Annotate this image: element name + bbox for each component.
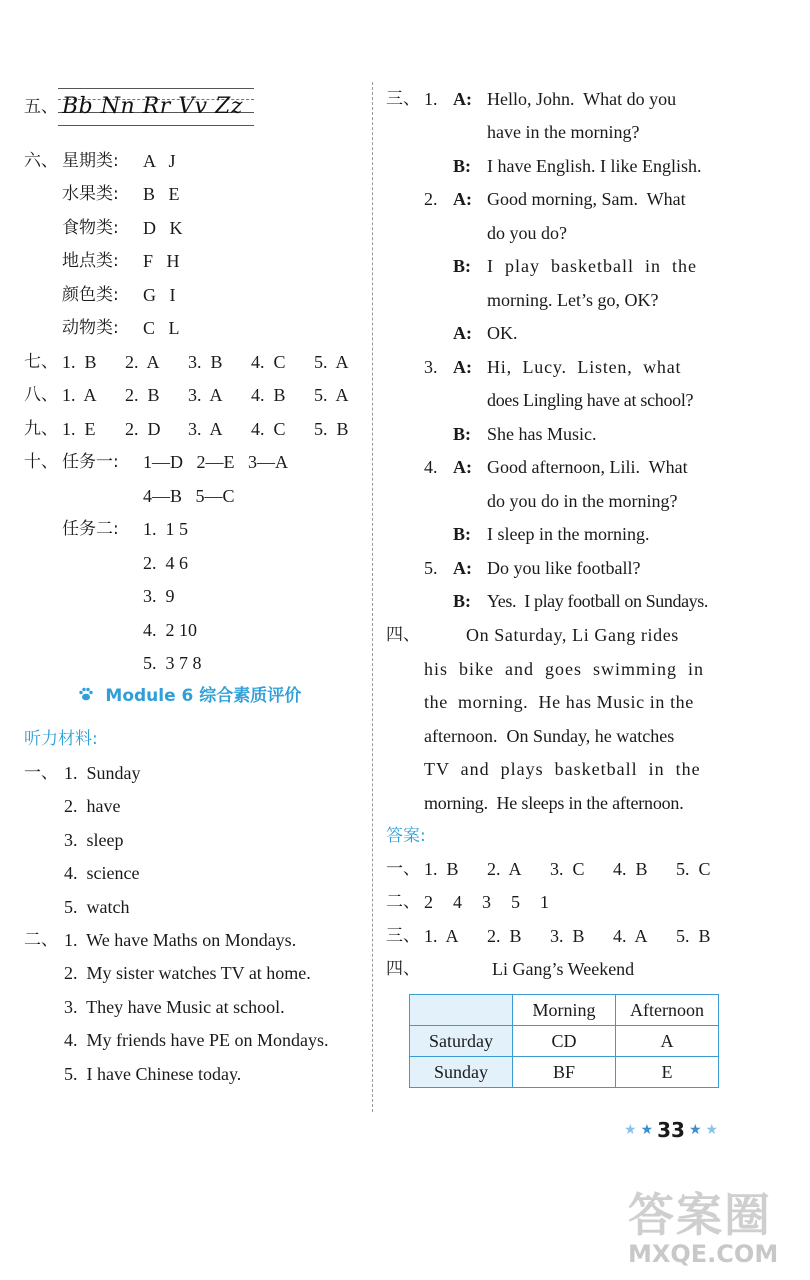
answer: 5. C [676,859,711,879]
answer: 4. B [613,859,648,879]
dialogue-text: I have English. I like English. [487,156,702,176]
answer: 2. B [125,385,160,405]
answer: 4. C [251,352,286,372]
answer-row [424,891,560,913]
table-cell: A [616,1026,719,1057]
answer: 2. A [125,352,160,372]
page-number: 33 [657,1118,685,1142]
answer: 3. B [550,926,585,946]
passage-line: his bike and goes swimming in [424,659,704,679]
dialogue-text: Yes. I play football on Sundays. [487,591,708,611]
answer-row [62,351,377,373]
dialogue-text: do you do in the morning? [487,491,678,511]
dialogue-text: Good afternoon, Lili. What [487,457,688,477]
listening-item: 5. watch [64,897,130,917]
answer: 4. A [613,926,648,946]
star-icon: ★ [705,1122,719,1138]
answer: 2. B [487,926,522,946]
module-heading [78,684,301,708]
task-2-answer: 3. 9 [143,586,175,606]
answer: 5 [511,892,520,912]
dialogue-text: Hi, Lucy. Listen, what [487,357,682,377]
answer-3-marker: 三、 [386,926,420,946]
answer-row [424,858,716,880]
dialogue-text: Do you like football? [487,558,641,578]
passage-line: afternoon. On Sunday, he watches [424,726,675,746]
answer: 1. A [424,926,459,946]
task-2-answer: 2. 4 6 [143,553,188,573]
speaker-label: B: [453,256,471,276]
speaker-label: A: [453,457,472,477]
table-header-cell: Morning [513,995,616,1026]
task-2-answer: 1. 1 5 [143,519,188,539]
weekend-table [409,994,719,1088]
speaker-label: B: [453,591,471,611]
dialogue-text: does Lingling have at school? [487,390,694,410]
category-value: A J [143,151,176,171]
answer: 4 [453,892,462,912]
listening-sentence: 3. They have Music at school. [64,997,285,1017]
table-header-cell [410,995,513,1026]
category-value: C L [143,318,180,338]
task-1-label: 任务一: [62,452,119,472]
answer-row [62,384,377,406]
listening-sentence: 2. My sister watches TV at home. [64,963,311,983]
dialogue-text: Hello, John. What do you [487,89,677,109]
section-8-marker: 八、 [24,385,58,405]
answer: 1. B [62,352,97,372]
star-icon: ★ [688,1122,702,1138]
passage-line: the morning. He has Music in the [424,692,694,712]
table-header-cell: Afternoon [616,995,719,1026]
watermark-logo [628,1190,804,1276]
table-row-label: Sunday [410,1057,513,1088]
category-label: 水果类: [62,184,119,204]
answer: 3 [482,892,491,912]
handwritten-letters: Bb Nn Rr Vv Zz [62,94,243,119]
dialogue-text: have in the morning? [487,122,640,142]
watermark-top: 答案圈 [628,1188,772,1242]
answer: 5. A [314,352,349,372]
category-value: F H [143,251,180,271]
passage-line: TV and plays basketball in the [424,759,701,779]
star-icon: ★ [640,1122,654,1138]
table-cell: E [616,1057,719,1088]
category-label: 食物类: [62,218,119,238]
task-2-answer: 5. 3 7 8 [143,653,202,673]
star-icon: ★ [624,1122,637,1138]
task-2-label: 任务二: [62,519,119,539]
watermark-bottom: MXQE.COM [628,1240,779,1268]
answer: 2 [424,892,433,912]
answer-row [424,925,716,947]
listening-sentence: 1. We have Maths on Mondays. [64,930,297,950]
category-value: B E [143,184,180,204]
speaker-label: A: [453,189,472,209]
answer-4-marker: 四、 [386,959,420,979]
answer: 2. D [125,419,161,439]
passage-line: On Saturday, Li Gang rides [466,625,679,645]
listening-item: 4. science [64,863,140,883]
dialogue-number: 5. [424,558,438,578]
listening-1-marker: 一、 [24,763,58,783]
answer: 4. B [251,385,286,405]
section-5-marker: 五、 [24,97,58,117]
dialogue-number: 2. [424,189,438,209]
listening-item: 1. Sunday [64,763,141,783]
dialogue-text: Good morning, Sam. What [487,189,686,209]
listening-2-marker: 二、 [24,930,58,950]
handwriting-lines [58,88,254,128]
speaker-label: A: [453,89,472,109]
answer: 1 [540,892,549,912]
answer: 4. C [251,419,286,439]
column-divider [372,82,373,1112]
table-row-label: Saturday [410,1026,513,1057]
speaker-label: B: [453,524,471,544]
table-cell: CD [513,1026,616,1057]
answer-label: 答案: [386,826,426,846]
dialogue-text: OK. [487,323,518,343]
answer: 1. B [424,859,459,879]
speaker-label: B: [453,156,471,176]
table-row [410,1026,719,1057]
listening-item: 2. have [64,796,121,816]
dialogue-number: 3. [424,357,438,377]
answer: 2. A [487,859,522,879]
task-1-answers: 4—B 5—C [143,486,235,506]
passage-line: morning. He sleeps in the afternoon. [424,793,684,813]
task-2-answer: 4. 2 10 [143,620,197,640]
speaker-label: B: [453,424,471,444]
answer: 5. B [676,926,711,946]
dialogue-number: 4. [424,457,438,477]
table-cell: BF [513,1057,616,1088]
section-4-marker: 四、 [386,625,420,645]
section-6-marker: 六、 [24,151,58,171]
category-value: D K [143,218,183,238]
dialogue-text: do you do? [487,223,567,243]
section-7-marker: 七、 [24,352,58,372]
speaker-label: A: [453,357,472,377]
answer: 3. C [550,859,585,879]
category-value: G I [143,285,176,305]
speaker-label: A: [453,558,472,578]
dialogue-text: morning. Let’s go, OK? [487,290,659,310]
answer: 3. B [188,352,223,372]
table-title: Li Gang’s Weekend [492,959,635,979]
listening-label: 听力材料: [24,729,98,749]
listening-item: 3. sleep [64,830,124,850]
module-title: Module 6 综合素质评价 [105,686,302,706]
dialogue-text: I sleep in the morning. [487,524,650,544]
listening-sentence: 4. My friends have PE on Mondays. [64,1030,329,1050]
section-3-marker: 三、 [386,89,420,109]
page-number-block [624,1118,718,1142]
answer-row [62,418,377,440]
dialogue-text: I play basketball in the [487,256,697,276]
category-label: 颜色类: [62,285,119,305]
table-header-row [410,995,719,1026]
answer-1-marker: 一、 [386,859,420,879]
paw-icon [78,685,94,701]
category-label: 地点类: [62,251,119,271]
task-1-answers: 1—D 2—E 3—A [143,452,288,472]
category-label: 动物类: [62,318,119,338]
table-row [410,1057,719,1088]
answer: 5. A [314,385,349,405]
answer: 3. A [188,419,223,439]
speaker-label: A: [453,323,472,343]
answer-2-marker: 二、 [386,892,420,912]
answer: 3. A [188,385,223,405]
dialogue-number: 1. [424,89,438,109]
section-10-marker: 十、 [24,452,58,472]
category-label: 星期类: [62,151,119,171]
answer: 1. A [62,385,97,405]
answer: 5. B [314,419,349,439]
section-9-marker: 九、 [24,419,58,439]
answer: 1. E [62,419,96,439]
listening-sentence: 5. I have Chinese today. [64,1064,242,1084]
dialogue-text: She has Music. [487,424,597,444]
